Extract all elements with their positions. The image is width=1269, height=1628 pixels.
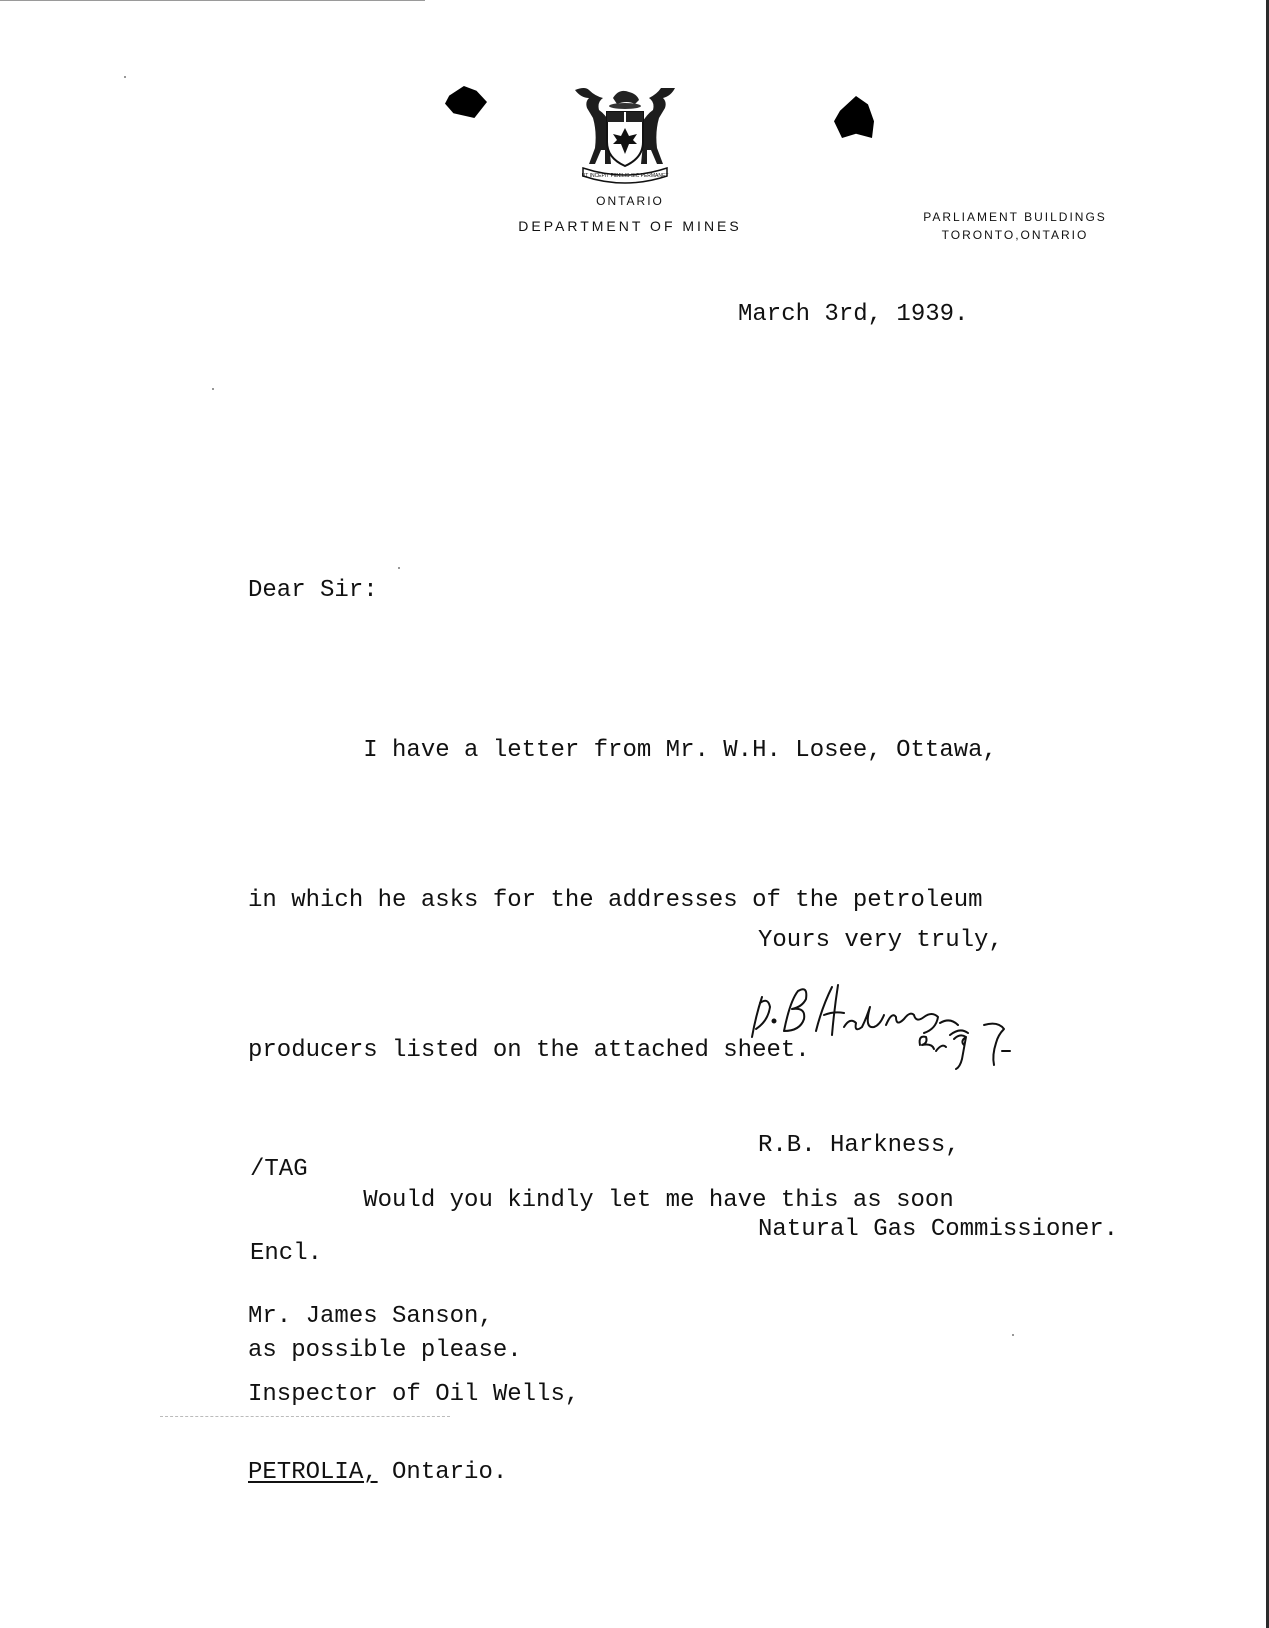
paper-speck: [124, 76, 126, 78]
page-top-edge: [0, 0, 425, 1]
letterhead-address-line1: PARLIAMENT BUILDINGS: [923, 210, 1107, 224]
closing: Yours very truly,: [758, 927, 1003, 954]
body-line: in which he asks for the addresses of the petroleum: [248, 887, 983, 914]
paper-speck: [398, 567, 400, 569]
salutation: Dear Sir:: [248, 577, 378, 604]
punch-hole-left: [445, 86, 487, 118]
signer-block: [758, 1076, 1118, 1272]
recipient-province: Ontario.: [377, 1459, 508, 1486]
letterhead-department: DEPARTMENT OF MINES: [518, 218, 742, 234]
letterhead-province: ONTARIO: [596, 194, 664, 208]
ontario-coat-of-arms-icon: [565, 84, 685, 184]
body-line: I have a letter from Mr. W.H. Losee, Ottawa,: [248, 737, 997, 764]
recipient-title: Inspector of Oil Wells,: [248, 1381, 580, 1408]
signer-name: R.B. Harkness,: [758, 1132, 960, 1159]
svg-text:UT INCEPIT FIDELIS SIC PERMANE: UT INCEPIT FIDELIS SIC PERMANET: [581, 173, 669, 179]
letter-date: March 3rd, 1939.: [738, 301, 969, 328]
body-line: producers listed on the attached sheet.: [248, 1037, 810, 1064]
recipient-location: [248, 1460, 579, 1486]
signer-title: Natural Gas Commissioner.: [758, 1216, 1119, 1243]
reference-code: /TAG: [250, 1156, 308, 1183]
paper-speck: [212, 388, 214, 390]
paper-speck: [1012, 1334, 1014, 1336]
recipient-town: PETROLIA,: [248, 1459, 378, 1486]
punch-hole-right: [834, 96, 874, 138]
letterhead-address: [905, 208, 1125, 244]
letterhead-address-line2: TORONTO,ONTARIO: [941, 228, 1089, 242]
body-line: Would you kindly let me have this as soon: [248, 1187, 954, 1214]
handwritten-signature: [740, 975, 1070, 1085]
recipient-name: Mr. James Sanson,: [248, 1303, 493, 1330]
recipient-address: [248, 1252, 579, 1512]
body-line: as possible please.: [248, 1337, 522, 1364]
enclosure-note: Encl.: [250, 1240, 323, 1267]
faint-dash-line: [160, 1416, 450, 1417]
